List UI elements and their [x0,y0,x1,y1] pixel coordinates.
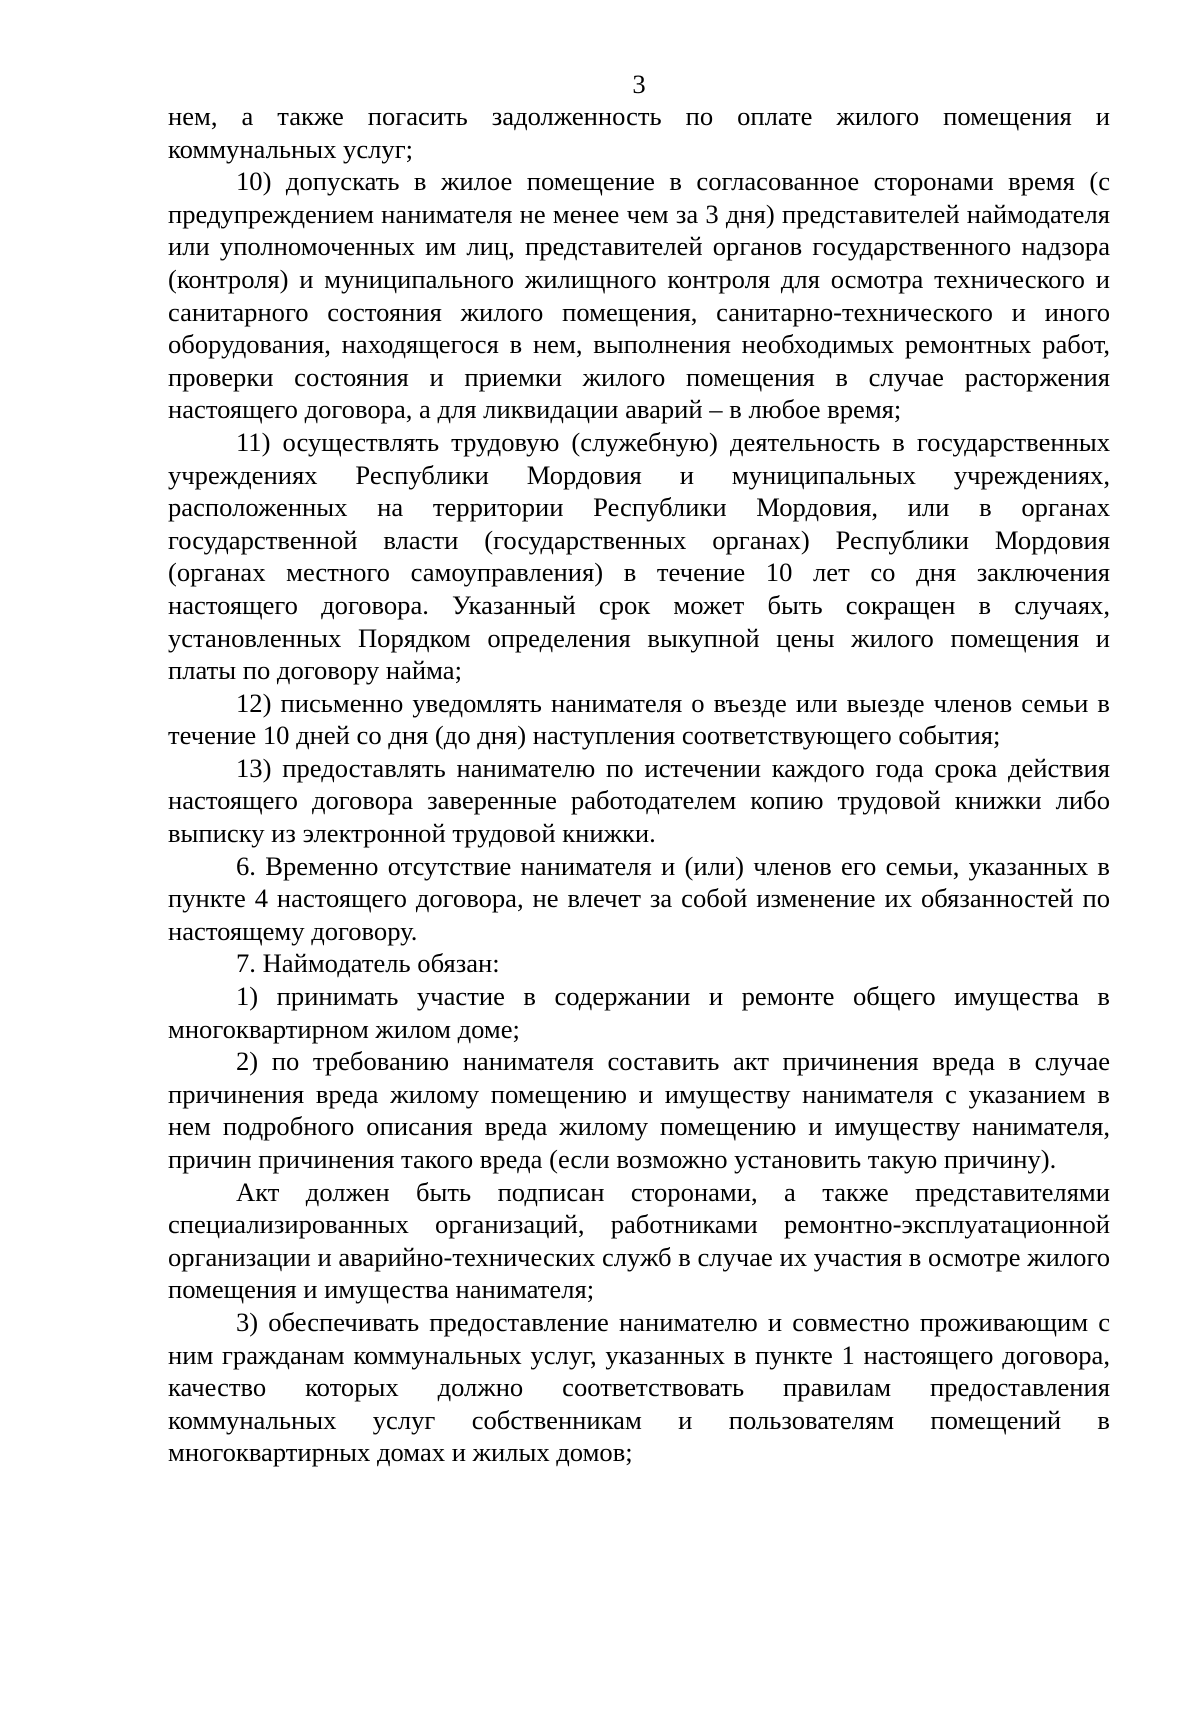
paragraph-13: 13) предоставлять нанимателю по истечении каждого года срока действия настоящего договора заверенные работодателем копию трудовой книжки либо выписку из электронной трудовой книжки. [168,752,1110,849]
document-body [168,100,1110,1469]
document-page [168,70,1110,1469]
paragraph-7: 7. Наймодатель обязан: [236,948,500,979]
paragraph-11: 11) осуществлять трудовую (служебную) деятельность в государственных учреждениях Республики Мордовия и муниципальных учреждениях, расположенных на территории Республики Мордовия, или в органах государственной власти (государственных органах) Республики Мордовия (органах местного самоуправления) в течение 10 лет со дня заключения настоящего договора. Указанный срок может быть сокращен в случаях, установленных Порядком определения выкупной цены жилого помещения и платы по договору найма; [168,426,1110,686]
paragraph-act: Акт должен быть подписан сторонами, а также представителями специализированных организаций, работниками ремонтно-эксплуатационной организации и аварийно-технических служб в случае их участия в осмотре жилого помещения и имущества нанимателя; [168,1176,1110,1305]
paragraph-6: 6. Временно отсутствие нанимателя и (или) членов его семьи, указанных в пункте 4 настоящего договора, не влечет за собой изменение их обязанностей по настоящему договору. [168,850,1110,946]
paragraph-7-2: 2) по требованию нанимателя составить акт причинения вреда в случае причинения вреда жилому помещению и имуществу нанимателя с указанием в нем подробного описания вреда жилому помещению и имуществу нанимателя, причин причинения такого вреда (если возможно установить такую причину). [168,1046,1110,1174]
paragraph-10: 10) допускать в жилое помещение в согласованное сторонами время (с предупреждением нанимателя не менее чем за 3 дня) представителей наймодателя или уполномоченных им лиц, представителей органов государственного надзора (контроля) и муниципального жилищного контроля для осмотра технического и санитарного состояния жилого помещения, санитарно-технического и иного оборудования, находящегося в нем, выполнения необходимых ремонтных работ, проверки состояния и приемки жилого помещения в случае расторжения настоящего договора, а для ликвидации аварий – в любое время; [168,166,1110,425]
paragraph-7-1: 1) принимать участие в содержании и ремонте общего имущества в многоквартирном жилом доме; [168,981,1110,1044]
paragraph-cont: нем, а также погасить задолженность по оплате жилого помещения и коммунальных услуг; [168,101,1110,164]
paragraph-12: 12) письменно уведомлять нанимателя о въезде или выезде членов семьи в течение 10 дней со дня (до дня) наступления соответствующего события; [168,687,1110,751]
paragraph-7-3: 3) обеспечивать предоставление нанимателю и совместно проживающим с ним гражданам коммунальных услуг, указанных в пункте 1 настоящего договора, качество которых должно соответствовать правилам предоставления коммунальных услуг собственникам и пользователям помещений в многоквартирных домах и жилых домов; [168,1306,1110,1468]
page-number: 3 [632,69,646,99]
